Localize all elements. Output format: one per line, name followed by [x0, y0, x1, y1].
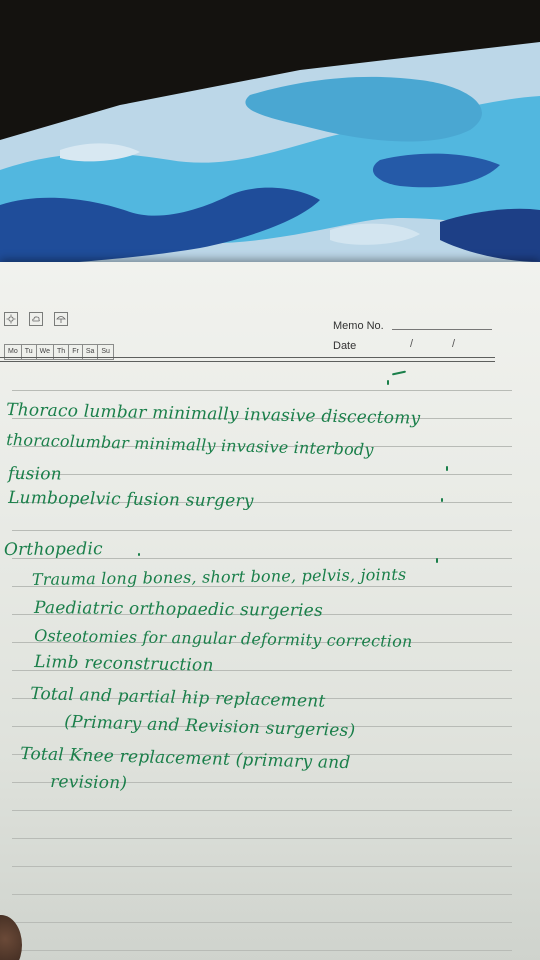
- memo-label: Memo No.: [333, 320, 384, 332]
- weekday: Tu: [22, 345, 37, 359]
- ruled-line: [12, 950, 512, 951]
- header-rule: [0, 357, 495, 358]
- ruled-line: [12, 810, 512, 811]
- date-slash: /: [452, 338, 456, 350]
- note-line: fusion: [8, 464, 62, 485]
- ruled-line: [12, 922, 512, 923]
- date-label: Date: [333, 340, 357, 352]
- section-heading: Orthopedic: [3, 539, 103, 560]
- memo-underline: [392, 329, 492, 330]
- ruled-line: [12, 390, 512, 391]
- ink-mark: [446, 466, 448, 471]
- note-line: Lumbopelvic fusion surgery: [8, 488, 254, 512]
- ruled-line: [12, 474, 512, 475]
- ink-mark: [436, 558, 438, 563]
- note-line: (Primary and Revision surgeries): [64, 712, 356, 742]
- umbrella-icon: [54, 312, 68, 326]
- date-slash: /: [410, 338, 414, 350]
- header-rule: [0, 361, 495, 362]
- camouflage-fabric: [0, 0, 540, 300]
- note-line: Paediatric orthopaedic surgeries: [34, 598, 324, 622]
- note-line: Limb reconstruction: [34, 652, 214, 676]
- ruled-line: [12, 838, 512, 839]
- note-line: thoracolumbar minimally invasive interbody: [6, 430, 374, 460]
- weekday: Th: [54, 345, 69, 359]
- weekday: We: [37, 345, 54, 359]
- weekday: Mo: [5, 345, 22, 359]
- cloud-icon: [29, 312, 43, 326]
- ink-mark: [441, 498, 443, 502]
- note-line: Total Knee replacement (primary and: [20, 744, 351, 774]
- ruled-line: [12, 530, 512, 531]
- weekday: Sa: [83, 345, 99, 359]
- weekday: Su: [101, 348, 110, 355]
- note-line: Trauma long bones, short bone, pelvis, joints: [31, 564, 407, 589]
- note-line: Total and partial hip replacement: [30, 684, 326, 712]
- note-line: Osteotomies for angular deformity correction: [34, 626, 413, 651]
- note-line: revision): [50, 772, 128, 794]
- ruled-line: [12, 894, 512, 895]
- ink-mark: [387, 380, 389, 385]
- note-line: Thoraco lumbar minimally invasive discectomy: [6, 400, 421, 429]
- ruled-line: [12, 866, 512, 867]
- weekday: Fr: [69, 345, 83, 359]
- ink-mark: [138, 553, 140, 556]
- sun-icon: [4, 312, 18, 326]
